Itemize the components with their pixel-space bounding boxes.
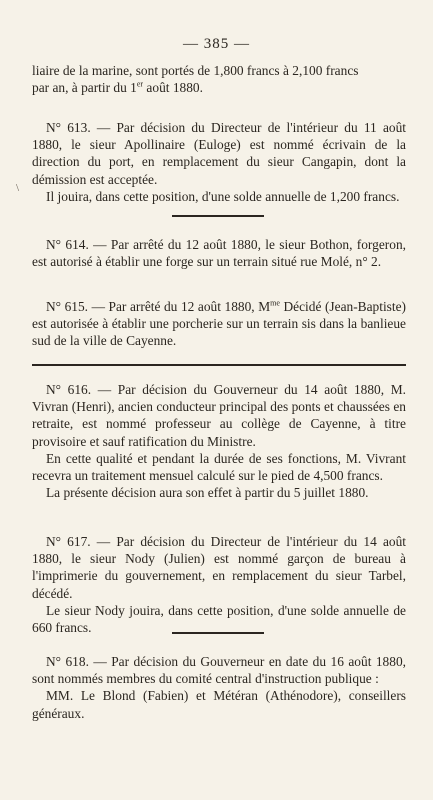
entry-617 [32, 533, 406, 636]
ordinal-superscript: er [136, 79, 144, 89]
entry-616 [32, 381, 406, 501]
continuation-text: par an, à partir du 1 [32, 80, 137, 96]
entry-618-members: MM. Le Blond (Fabien) et Météran (Athénodore), conseillers généraux. [32, 688, 406, 721]
page-number: — 385 — [183, 36, 250, 52]
section-divider-full [32, 364, 406, 366]
margin-mark: \ [16, 182, 20, 194]
continuation-paragraph [32, 62, 406, 96]
entry-615-text-end: Décidé (Jean-Baptiste) est autorisée à établir une porcherie sur un terrain sis dans la banlieue sud de la ville de Cayenne. [32, 299, 407, 349]
continuation-line-1: liaire de la marine, sont portés de 1,800 francs à 2,100 francs [32, 63, 359, 78]
continuation-text-end: août 1880. [143, 80, 203, 96]
entry-615 [32, 298, 406, 350]
section-divider [172, 215, 264, 217]
entry-618 [32, 653, 406, 722]
entry-618-decision: N° 618. — Par décision du Gouverneur en date du 16 août 1880, sont nommés membres du comité central d'instruction publique : [32, 654, 406, 687]
section-divider [172, 632, 264, 634]
entry-613-decision: N° 613. — Par décision du Directeur de l'intérieur du 11 août 1880, le sieur Apollinaire (Euloge) est nommé écrivain de la direction du port, en remplacement du sieur Cangapin, dont la démission est acceptée. [32, 120, 406, 187]
entry-617-salary: Le sieur Nody jouira, dans cette position, d'une solde annuelle de 660 francs. [32, 602, 406, 636]
entry-616-effective-date: La présente décision aura son effet à partir du 5 juillet 1880. [46, 485, 369, 501]
entry-616-salary: En cette qualité et pendant la durée de ses fonctions, M. Vivrant recevra un traitement mensuel calculé sur le pied de 4,500 francs. [32, 450, 406, 484]
continuation-line-2 [32, 79, 406, 96]
entry-614 [32, 236, 406, 270]
title-superscript: me [270, 298, 280, 308]
entry-617-decision: N° 617. — Par décision du Directeur de l'intérieur du 14 août 1880, le sieur Nody (Julien) est nommé garçon de bureau à l'imprimerie du gouvernement, en remplacement du sieur Tarbel, décédé. [32, 534, 406, 601]
entry-614-decree: N° 614. — Par arrêté du 12 août 1880, le sieur Bothon, forgeron, est autorisé à établir une forge sur un terrain situé rue Molé, n° 2. [32, 237, 406, 270]
entry-613-salary: Il jouira, dans cette position, d'une solde annuelle de 1,200 francs. [46, 188, 400, 204]
entry-616-decision: N° 616. — Par décision du Gouverneur du 14 août 1880, M. Vivran (Henri), ancien conducteur principal des ponts et chaussées en retraite, est nommé professeur au collège de Cayenne, à titre provisoire et sauf ratification du Ministre. [32, 382, 406, 449]
entry-615-decree [32, 298, 406, 350]
entry-615-text: N° 615. — Par arrêté du 12 août 1880, M [46, 299, 271, 314]
entry-613 [32, 119, 406, 205]
